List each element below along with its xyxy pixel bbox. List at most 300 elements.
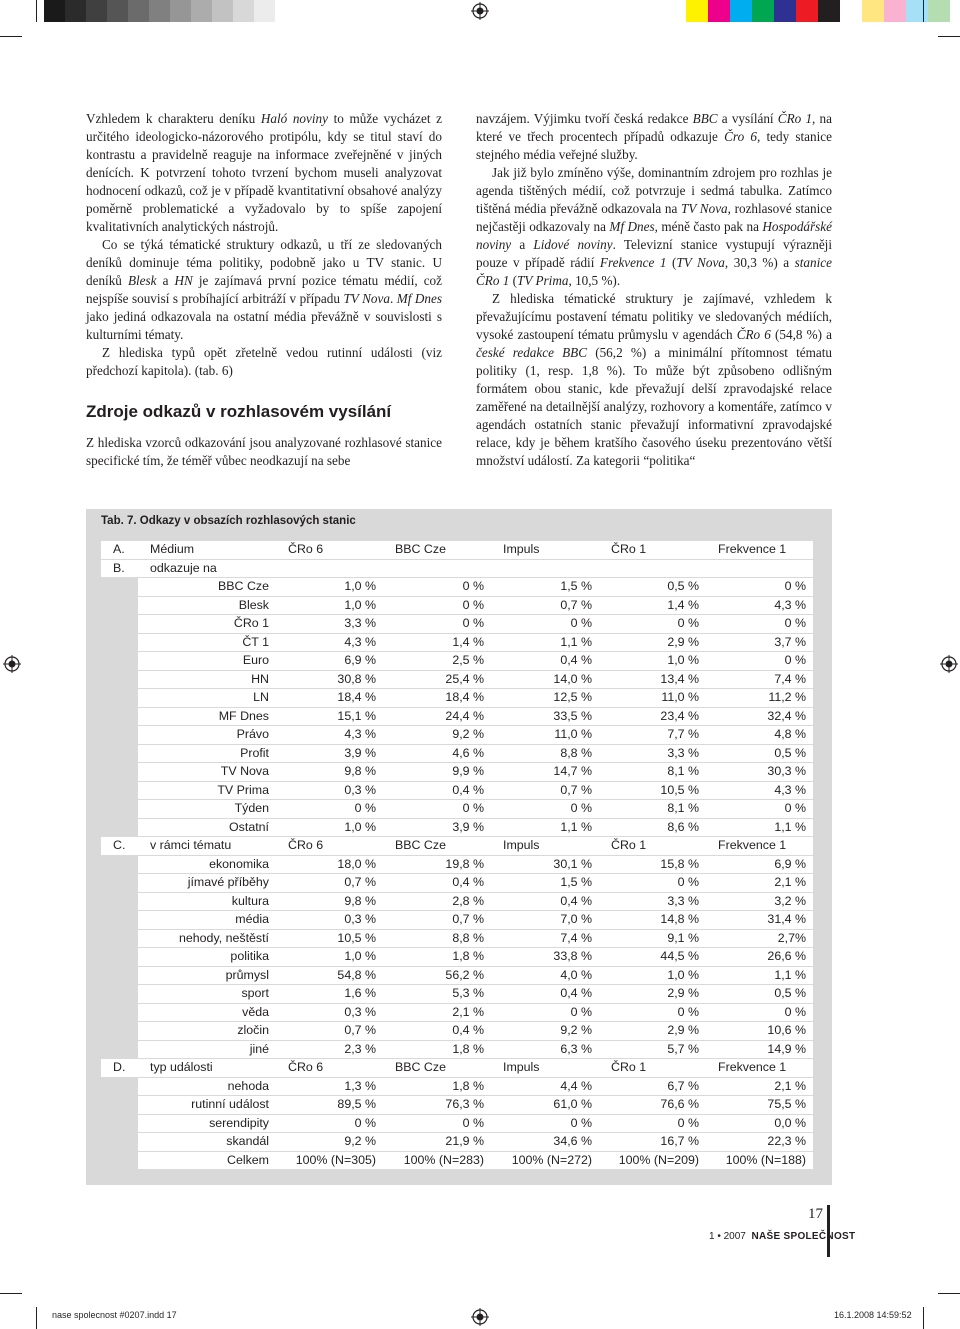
paragraph	[476, 164, 832, 290]
row-spacer	[101, 985, 138, 1004]
table-cell: 0 %	[491, 1003, 599, 1022]
table-cell: 3,3 %	[276, 615, 383, 634]
row-spacer	[101, 615, 138, 634]
row-label: TV Nova	[138, 763, 276, 782]
table-cell: 0 %	[383, 800, 491, 819]
table-cell: 25,4 %	[383, 670, 491, 689]
table-row	[101, 633, 813, 652]
column-header: ČRo 1	[599, 1059, 706, 1078]
table-row	[101, 652, 813, 671]
row-spacer	[101, 1151, 138, 1170]
row-spacer	[101, 1022, 138, 1041]
table-row	[101, 689, 813, 708]
table-cell: 7,4 %	[491, 929, 599, 948]
table-cell: 0,4 %	[383, 1022, 491, 1041]
row-label: ČT 1	[138, 633, 276, 652]
text-run: a	[511, 237, 534, 252]
row-spacer	[101, 744, 138, 763]
section-key: B.	[101, 559, 138, 578]
color-swatch	[149, 0, 170, 22]
table-cell: 1,8 %	[383, 948, 491, 967]
slug-file: nase spolecnost #0207.indd 17	[52, 1310, 177, 1320]
table-cell: 0,4 %	[491, 652, 599, 671]
table-cell: 0,7 %	[491, 596, 599, 615]
table-cell: 76,3 %	[383, 1096, 491, 1115]
data-table	[101, 541, 813, 1170]
table-cell: 2,9 %	[599, 1022, 706, 1041]
table-cell: 15,1 %	[276, 707, 383, 726]
table-cell: 0 %	[383, 1114, 491, 1133]
row-label: Celkem	[138, 1151, 276, 1170]
table-cell: 6,3 %	[491, 1040, 599, 1059]
table-cell: 0 %	[491, 615, 599, 634]
table-row	[101, 707, 813, 726]
table-row	[101, 966, 813, 985]
text-run: , rozhlasové stanice nejčastěji odkazovaly na	[476, 201, 832, 234]
row-spacer	[101, 763, 138, 782]
table-cell: 0,7 %	[276, 1022, 383, 1041]
column-header: Impuls	[491, 1059, 599, 1078]
color-swatch	[862, 0, 884, 22]
italic-term: BBC	[692, 111, 718, 126]
table-cell: 9,8 %	[276, 763, 383, 782]
table-cell: 0 %	[383, 615, 491, 634]
row-spacer	[101, 652, 138, 671]
table-row	[101, 763, 813, 782]
paragraph	[86, 110, 442, 236]
crop-mark	[923, 1307, 924, 1329]
table-cell: 9,1 %	[599, 929, 706, 948]
section-label: Médium	[138, 541, 276, 559]
table-cell: 14,8 %	[599, 911, 706, 930]
table-row	[101, 1040, 813, 1059]
table-row	[101, 1077, 813, 1096]
italic-term: české redakce BBC	[476, 345, 588, 360]
slug-date: 16.1.2008 14:59:52	[834, 1310, 912, 1320]
table-cell: 2,7%	[706, 929, 813, 948]
column-header: Impuls	[491, 541, 599, 559]
table-row	[101, 670, 813, 689]
paragraph	[476, 290, 832, 470]
table-cell: 1,4 %	[383, 633, 491, 652]
italic-term: TV Prima	[517, 273, 569, 288]
table-cell: 33,8 %	[491, 948, 599, 967]
table-cell: 76,6 %	[599, 1096, 706, 1115]
table-cell: 75,5 %	[706, 1096, 813, 1115]
table-cell: 3,9 %	[383, 818, 491, 837]
row-spacer	[101, 596, 138, 615]
table-row	[101, 1022, 813, 1041]
text-run: .	[389, 291, 397, 306]
table-cell: 9,9 %	[383, 763, 491, 782]
table-cell: 3,3 %	[599, 892, 706, 911]
row-label: kultura	[138, 892, 276, 911]
table-cell: 0,3 %	[276, 1003, 383, 1022]
italic-term: Lidové noviny	[533, 237, 613, 252]
table-cell: 0 %	[706, 1003, 813, 1022]
text-run: a vysílání	[717, 111, 778, 126]
row-label: Právo	[138, 726, 276, 745]
table-cell: 4,3 %	[706, 781, 813, 800]
row-label: skandál	[138, 1133, 276, 1152]
table-row	[101, 800, 813, 819]
color-swatch	[730, 0, 752, 22]
table-cell: 9,2 %	[276, 1133, 383, 1152]
row-spacer	[101, 1003, 138, 1022]
italic-term: Blesk	[127, 273, 157, 288]
row-label: TV Prima	[138, 781, 276, 800]
table-cell: 0,5 %	[706, 985, 813, 1004]
table-cell: 14,0 %	[491, 670, 599, 689]
table-cell: 0 %	[276, 1114, 383, 1133]
table-cell: 15,8 %	[599, 855, 706, 874]
text-run: to může vycházet z určitého ideologicko-názorového protipólu, kdy se titul staví do kontrastu a pravidelně reaguje na informace zveřejněné v jiných denících. K potvrzení tohoto tvrzení bychom museli analyzovat hodnocení odkazů, což je v případě kvantitativní obsahové analýzy poměrně problematické a vyžadovalo by to spíše zapojení kvalitativních analytických nástrojů.	[86, 111, 443, 234]
row-label: BBC Cze	[138, 578, 276, 597]
column-header: ČRo 6	[276, 541, 383, 559]
row-spacer	[101, 818, 138, 837]
column-header: ČRo 1	[599, 837, 706, 856]
table-cell: 0,0 %	[706, 1114, 813, 1133]
table-cell: 1,0 %	[276, 578, 383, 597]
table-section-header	[101, 837, 813, 856]
row-label: nehody, neštěstí	[138, 929, 276, 948]
column-header: BBC Cze	[383, 541, 491, 559]
table-cell: 4,4 %	[491, 1077, 599, 1096]
table-row	[101, 615, 813, 634]
registration-mark-icon	[940, 655, 958, 673]
table-cell: 1,8 %	[383, 1040, 491, 1059]
table-cell: 3,9 %	[276, 744, 383, 763]
paragraph	[86, 236, 442, 344]
italic-term: Haló noviny	[260, 111, 328, 126]
row-spacer	[101, 948, 138, 967]
text-run: Z hlediska tématické struktury je zajímavé, vzhledem k převažujícímu postavení tématu politiky ve sledovaných médiích, vysoké zastoupení tématu průmyslu v agendách	[476, 291, 832, 342]
italic-term: HN	[174, 273, 193, 288]
row-label: průmysl	[138, 966, 276, 985]
table-cell: 6,9 %	[706, 855, 813, 874]
row-label: sport	[138, 985, 276, 1004]
table-cell: 0,3 %	[276, 911, 383, 930]
table-cell: 100% (N=305)	[276, 1151, 383, 1170]
table-cell: 0 %	[706, 615, 813, 634]
row-spacer	[101, 726, 138, 745]
table-cell: 11,2 %	[706, 689, 813, 708]
text-run: , na které ve třech procentech případů odkazuje	[476, 111, 832, 144]
row-spacer	[101, 578, 138, 597]
table-cell: 4,3 %	[276, 726, 383, 745]
table-cell: 30,3 %	[706, 763, 813, 782]
table-cell: 1,1 %	[706, 966, 813, 985]
text-run: , 10,5 %).	[568, 273, 621, 288]
italic-term: Frekvence 1	[599, 255, 667, 270]
table-cell: 4,0 %	[491, 966, 599, 985]
table-cell: 32,4 %	[706, 707, 813, 726]
table-cell: 19,8 %	[383, 855, 491, 874]
row-spacer	[101, 892, 138, 911]
table-cell: 1,5 %	[491, 578, 599, 597]
table-cell: 0 %	[706, 800, 813, 819]
section-key: A.	[101, 541, 138, 559]
table-row	[101, 911, 813, 930]
row-spacer	[101, 781, 138, 800]
table-cell: 2,5 %	[383, 652, 491, 671]
table-cell: 0,7 %	[276, 874, 383, 893]
table-cell: 18,4 %	[276, 689, 383, 708]
text-run: a	[156, 273, 175, 288]
italic-term: ČRo 1	[777, 111, 813, 126]
row-spacer	[101, 800, 138, 819]
table-cell: 2,8 %	[383, 892, 491, 911]
table-cell: 1,4 %	[599, 596, 706, 615]
table-cell: 11,0 %	[491, 726, 599, 745]
table-cell: 61,0 %	[491, 1096, 599, 1115]
crop-mark	[923, 0, 924, 22]
color-swatch	[212, 0, 233, 22]
text-run: navzájem. Výjimku tvoří česká redakce	[476, 111, 693, 126]
crop-mark	[36, 0, 37, 22]
italic-term: Hospodářské noviny	[476, 219, 832, 252]
table-cell: 0,4 %	[383, 874, 491, 893]
table-cell: 2,9 %	[599, 633, 706, 652]
running-footer	[709, 1231, 855, 1242]
color-swatch	[686, 0, 708, 22]
table-cell: 7,7 %	[599, 726, 706, 745]
table-cell: 0,7 %	[383, 911, 491, 930]
table-cell: 2,9 %	[599, 985, 706, 1004]
table-cell: 0 %	[276, 800, 383, 819]
row-label: HN	[138, 670, 276, 689]
table-cell: 31,4 %	[706, 911, 813, 930]
table-cell: 14,7 %	[491, 763, 599, 782]
table-cell: 9,2 %	[491, 1022, 599, 1041]
table-cell: 18,0 %	[276, 855, 383, 874]
table-row	[101, 929, 813, 948]
table-row	[101, 1096, 813, 1115]
row-spacer	[101, 1077, 138, 1096]
table-cell: 13,4 %	[599, 670, 706, 689]
table-cell: 0 %	[491, 800, 599, 819]
column-header: Frekvence 1	[706, 1059, 813, 1078]
row-label: ekonomika	[138, 855, 276, 874]
table-row	[101, 874, 813, 893]
row-spacer	[101, 929, 138, 948]
text-run: Co se týká tématické struktury odkazů, u tří ze sledovaných deníků dominuje téma politiky, podobně jako u TV stanic. U deníků	[86, 237, 442, 288]
crop-mark	[938, 1293, 960, 1294]
table-cell: 0,4 %	[383, 781, 491, 800]
section-key: D.	[101, 1059, 138, 1078]
table-cell: 8,8 %	[491, 744, 599, 763]
italic-term: ČRo 6	[736, 327, 771, 342]
table-caption: Tab. 7. Odkazy v obsazích rozhlasových stanic	[101, 515, 356, 527]
table-cell: 16,7 %	[599, 1133, 706, 1152]
table-cell: 34,6 %	[491, 1133, 599, 1152]
table-cell: 22,3 %	[706, 1133, 813, 1152]
table-cell: 12,5 %	[491, 689, 599, 708]
table-row	[101, 744, 813, 763]
table-cell: 1,8 %	[383, 1077, 491, 1096]
table-cell: 30,8 %	[276, 670, 383, 689]
crop-mark	[938, 36, 960, 37]
registration-mark-icon	[471, 2, 489, 20]
table-cell: 3,7 %	[706, 633, 813, 652]
table-cell: 100% (N=209)	[599, 1151, 706, 1170]
table-row	[101, 726, 813, 745]
table-cell: 89,5 %	[276, 1096, 383, 1115]
text-run: (	[509, 273, 518, 288]
section-label: typ události	[138, 1059, 276, 1078]
table-cell: 0 %	[599, 1114, 706, 1133]
table-cell: 0 %	[599, 1003, 706, 1022]
column-header: Frekvence 1	[706, 541, 813, 559]
table-cell: 54,8 %	[276, 966, 383, 985]
row-label: rutinní událost	[138, 1096, 276, 1115]
row-spacer	[101, 689, 138, 708]
row-spacer	[101, 911, 138, 930]
text-run: . Televizní stanice vystupují výrazněji pouze v případě rádií	[476, 237, 833, 270]
section-label: v rámci tématu	[138, 837, 276, 856]
table-cell: 8,1 %	[599, 800, 706, 819]
color-swatch	[107, 0, 128, 22]
text-run: , méně často pak na	[654, 219, 763, 234]
text-run: , tedy stanice stejného média veřejné služby.	[476, 129, 832, 162]
registration-mark-icon	[471, 1308, 489, 1326]
registration-mark-icon	[3, 655, 21, 673]
row-label: věda	[138, 1003, 276, 1022]
table-cell: 0,7 %	[491, 781, 599, 800]
table-cell: 1,0 %	[276, 596, 383, 615]
text-run: Vzhledem k charakteru deníku	[86, 111, 261, 126]
row-label: politika	[138, 948, 276, 967]
color-swatch	[275, 0, 296, 22]
table-cell: 100% (N=188)	[706, 1151, 813, 1170]
table-cell: 8,8 %	[383, 929, 491, 948]
table-cell: 10,6 %	[706, 1022, 813, 1041]
row-label: nehoda	[138, 1077, 276, 1096]
table-row	[101, 892, 813, 911]
italic-term: TV Nova	[343, 291, 390, 306]
text-run: jako jediná odkazovala na ostatní média převážně v souvislosti s kulturními tématy.	[86, 309, 442, 342]
table-row	[101, 1114, 813, 1133]
table-cell: 1,1 %	[706, 818, 813, 837]
column-header: BBC Cze	[383, 837, 491, 856]
row-spacer	[101, 707, 138, 726]
table-cell: 24,4 %	[383, 707, 491, 726]
table-cell: 0,4 %	[491, 985, 599, 1004]
table-cell: 4,3 %	[276, 633, 383, 652]
table-cell: 30,1 %	[491, 855, 599, 874]
row-spacer	[101, 670, 138, 689]
table-cell: 0 %	[383, 578, 491, 597]
table-cell: 1,6 %	[276, 985, 383, 1004]
table-cell: 1,5 %	[491, 874, 599, 893]
table-cell: 0 %	[599, 874, 706, 893]
crop-mark	[36, 1307, 37, 1329]
table-cell: 26,6 %	[706, 948, 813, 967]
section-key: C.	[101, 837, 138, 856]
table-cell: 33,5 %	[491, 707, 599, 726]
column-header: ČRo 6	[276, 837, 383, 856]
paragraph: Z hlediska vzorců odkazování jsou analyzované rozhlasové stanice specifické tím, že téměř vůbec neodkazují na sebe	[86, 435, 442, 468]
row-spacer	[101, 966, 138, 985]
page-number: 17	[808, 1206, 823, 1222]
table-row	[101, 855, 813, 874]
table-cell: 2,1 %	[706, 1077, 813, 1096]
table-cell: 4,8 %	[706, 726, 813, 745]
table-cell: 0,5 %	[599, 578, 706, 597]
section-heading: Zdroje odkazů v rozhlasovém vysílání	[86, 402, 392, 421]
row-spacer	[101, 1133, 138, 1152]
table-cell: 11,0 %	[599, 689, 706, 708]
table-cell: 6,9 %	[276, 652, 383, 671]
table-cell: 9,2 %	[383, 726, 491, 745]
table-cell: 21,9 %	[383, 1133, 491, 1152]
crop-mark	[0, 36, 22, 37]
table-cell: 1,0 %	[276, 818, 383, 837]
row-label: LN	[138, 689, 276, 708]
table-cell: 1,0 %	[599, 652, 706, 671]
table-cell: 8,6 %	[599, 818, 706, 837]
row-label: Týden	[138, 800, 276, 819]
row-label: Blesk	[138, 596, 276, 615]
table-cell: 0 %	[706, 578, 813, 597]
table-row	[101, 596, 813, 615]
color-swatch	[884, 0, 906, 22]
color-swatch	[906, 0, 928, 22]
text-run: , 30,3 %) a	[724, 255, 795, 270]
table-cell: 6,7 %	[599, 1077, 706, 1096]
table-cell: 0,4 %	[491, 892, 599, 911]
table-row	[101, 985, 813, 1004]
color-swatch	[44, 0, 65, 22]
text-run: Z hlediska typů opět zřetelně vedou rutinní události (viz předchozí kapitola). (tab. 6)	[86, 345, 442, 378]
table-cell: 2,1 %	[706, 874, 813, 893]
table-row	[101, 818, 813, 837]
table-cell: 1,1 %	[491, 633, 599, 652]
color-swatch	[928, 0, 950, 22]
row-spacer	[101, 633, 138, 652]
table-cell: 0 %	[706, 652, 813, 671]
table-cell: 1,1 %	[491, 818, 599, 837]
row-label: ČRo 1	[138, 615, 276, 634]
color-swatch	[86, 0, 107, 22]
color-swatch	[796, 0, 818, 22]
table-section-header	[101, 541, 813, 559]
table-cell: 23,4 %	[599, 707, 706, 726]
table-cell: 7,4 %	[706, 670, 813, 689]
italic-term: Mf Dnes	[396, 291, 442, 306]
table-row	[101, 948, 813, 967]
process-color-bar	[686, 0, 950, 22]
left-column-continued	[86, 434, 442, 470]
table-row	[101, 1151, 813, 1170]
row-label: MF Dnes	[138, 707, 276, 726]
paragraph	[476, 110, 832, 164]
table-cell: 10,5 %	[276, 929, 383, 948]
text-run: je zajímavá první pozice tématu médií, což nejspíše souvisí s probíhající arbitráží v případu	[86, 273, 442, 306]
table-section-header	[101, 559, 813, 578]
italic-term: TV Nova	[681, 201, 728, 216]
color-swatch	[170, 0, 191, 22]
table-cell: 8,1 %	[599, 763, 706, 782]
color-swatch	[254, 0, 275, 22]
table-cell: 1,0 %	[276, 948, 383, 967]
row-spacer	[101, 874, 138, 893]
table-cell: 5,7 %	[599, 1040, 706, 1059]
table-cell: 0,3 %	[276, 781, 383, 800]
table-cell: 1,0 %	[599, 966, 706, 985]
table-row	[101, 578, 813, 597]
table-cell: 9,8 %	[276, 892, 383, 911]
